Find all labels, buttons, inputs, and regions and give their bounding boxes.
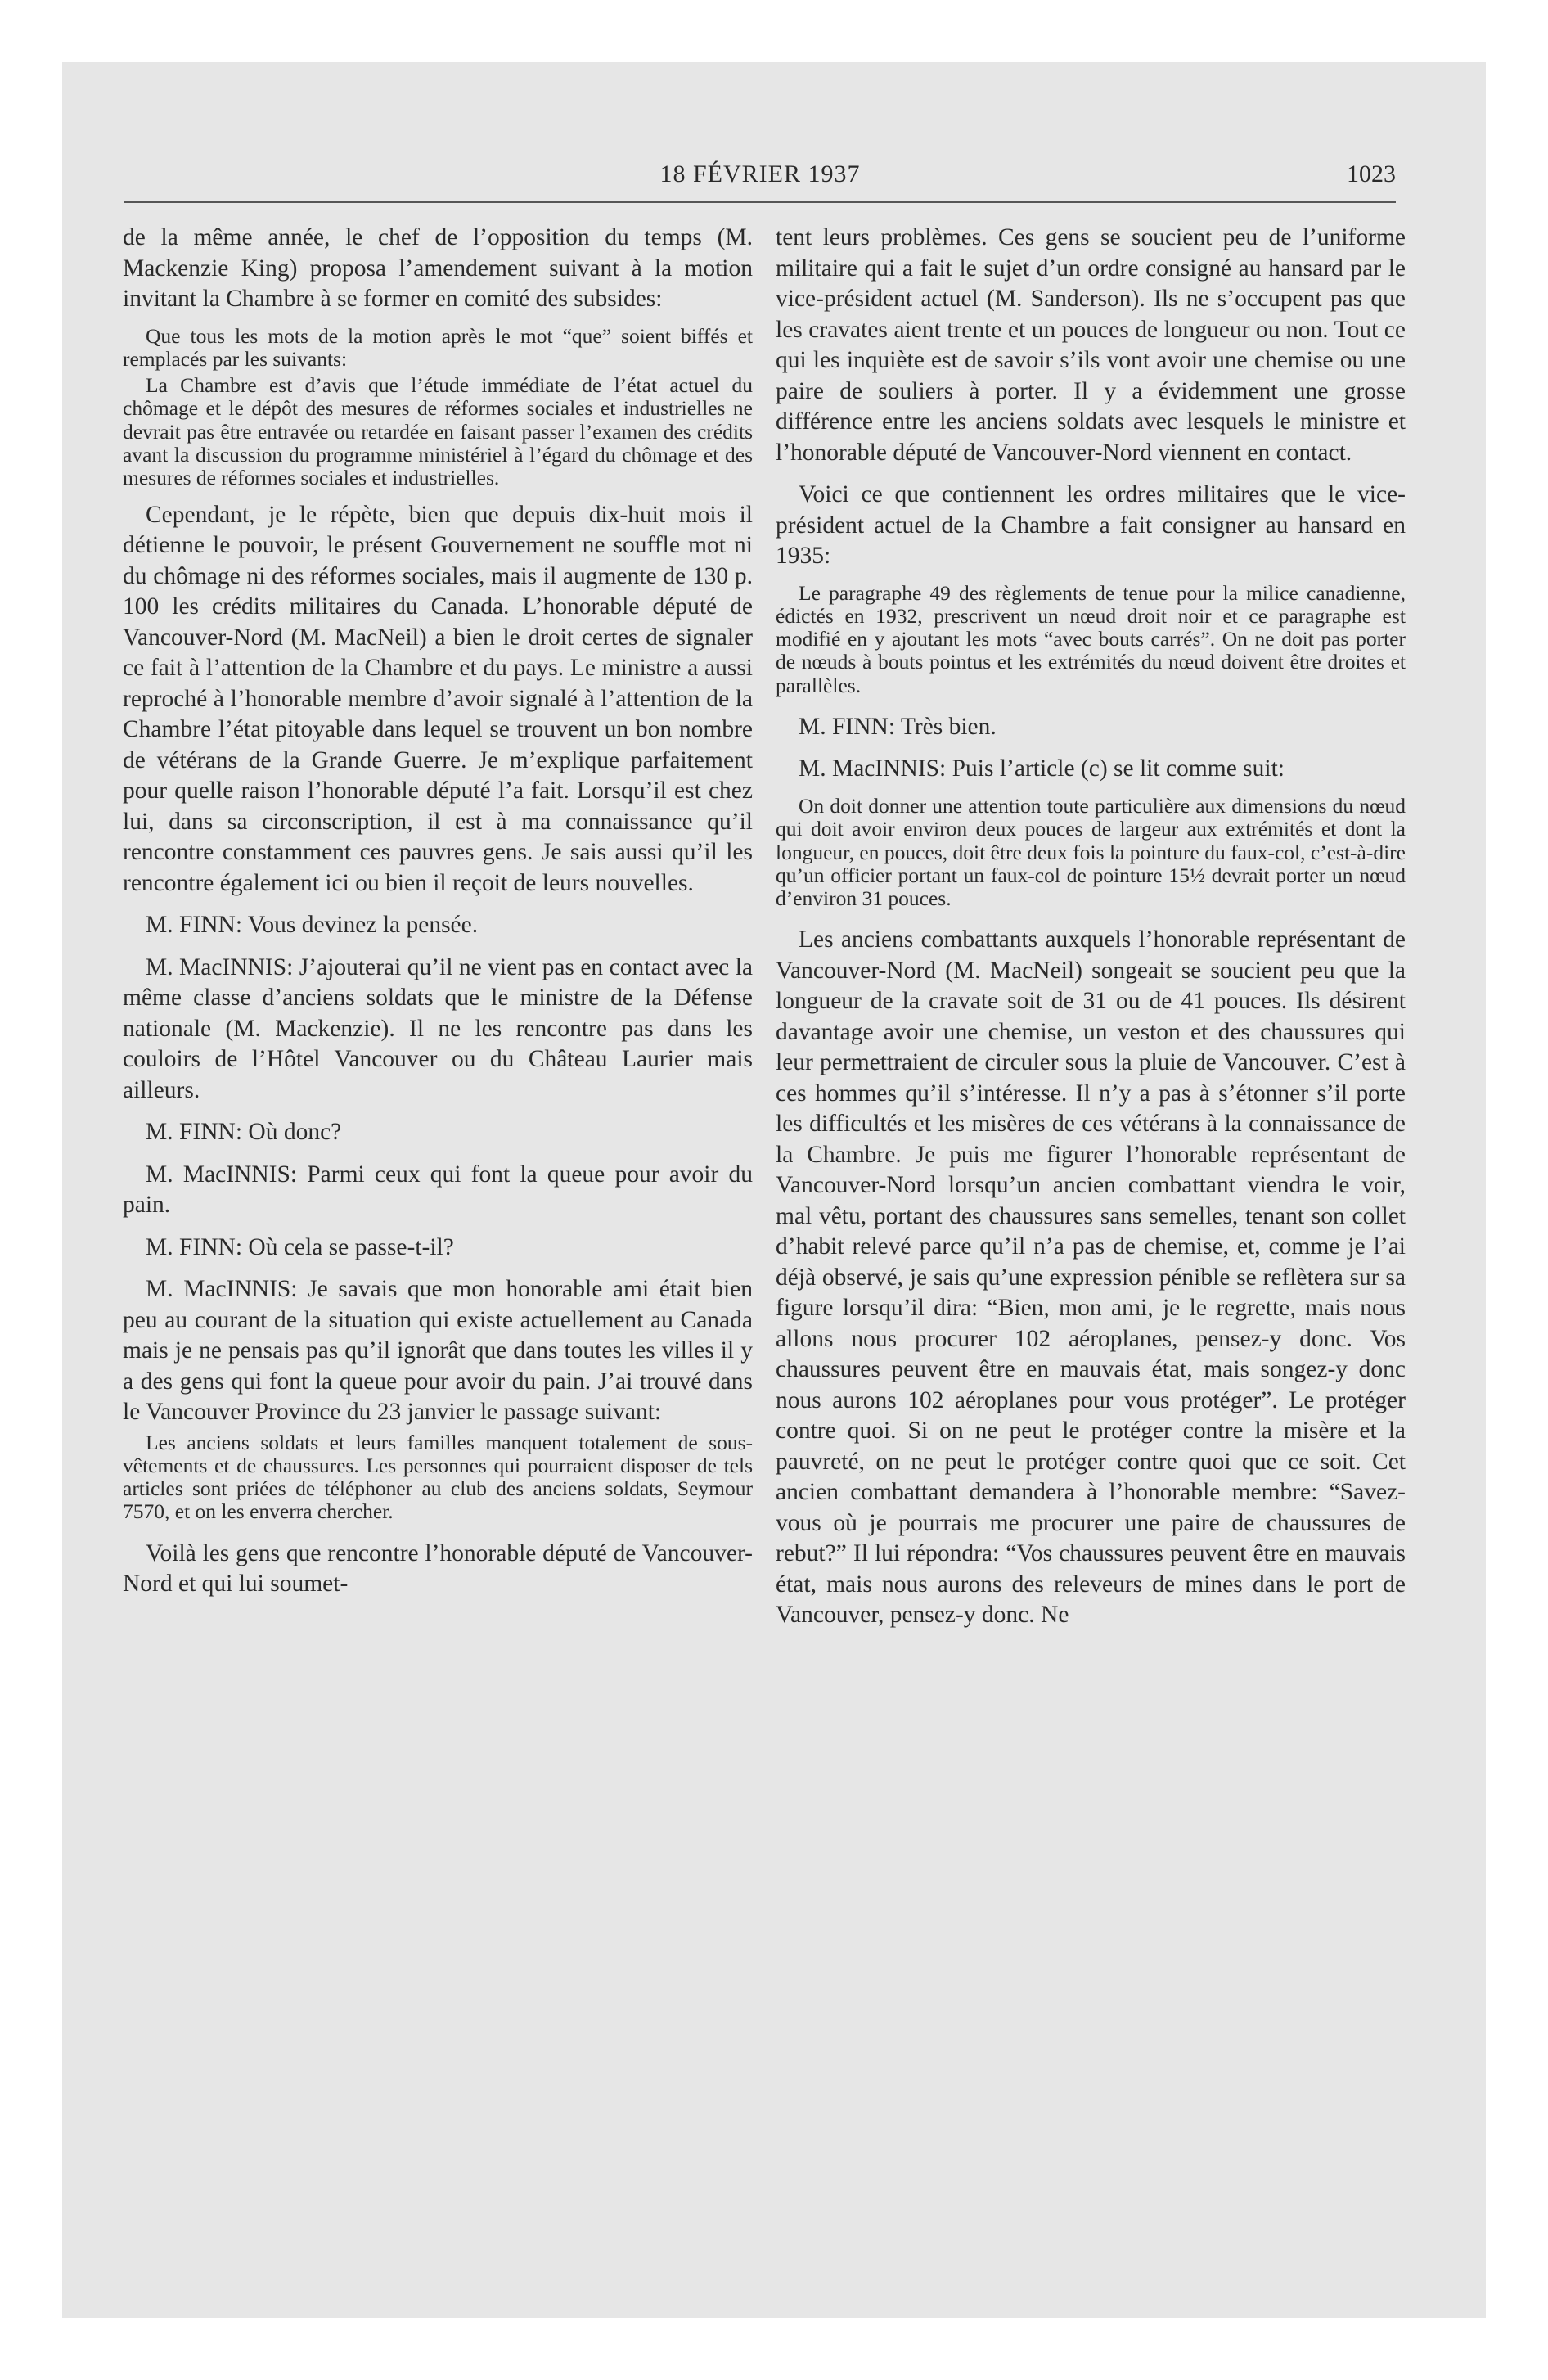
quotation: Le paragraphe 49 des règlements de tenue pour la milice canadienne, édictés en 1932, prescrivent un nœud droit noir et ce paragraphe est modifié en y ajoutant les mots “avec bouts carrés”. On ne doit pas porter de nœuds à bouts pointus et les extrémités du nœud doivent être droites et parallèles. — [776, 580, 1406, 697]
paragraph: Voilà les gens que rencontre l’honorable député de Vancouver-Nord et qui lui soumet- — [123, 1539, 753, 1598]
dialogue-line: M. FINN: Où donc? — [146, 1119, 342, 1146]
dialogue-line: M. FINN: Où cela se passe-t-il? — [146, 1233, 454, 1260]
page-number: 1023 — [1347, 160, 1396, 187]
dialogue-line: M. FINN: Vous devinez la pensée. — [146, 912, 479, 939]
paragraph: Cependant, je le répète, bien que depuis dix-huit mois il détienne le pouvoir, le présent Gouvernement ne souffle mot ni du chômage ni des réformes sociales, mais il augmente de 130 p. 100 les crédits militaires du Canada. L’honorable député de Vancouver-Nord (M. MacNeil) a bien le droit certes de signaler ce fait à l’attention de la Chambre et du pays. Le ministre a aussi reproché à l’honorable membre d’avoir signalé à l’attention de la Chambre l’état pitoyable dans lequel se trouvent un bon nombre de vétérans de la Grande Guerre. Je m’explique parfaitement pour quelle raison l’honorable député l’a fait. Lorsqu’il est chez lui, dans sa circonscription, il est à ma connaissance qu’il rencontre constamment ces pauvres gens. Je sais aussi qu’il les rencontre également ici ou bien il reçoit de leurs nouvelles. — [123, 501, 753, 896]
quotation: La Chambre est d’avis que l’étude immédiate de l’état actuel du chômage et le dépôt des mesures de réformes sociales et industrielles ne devrait pas être entravée ou retardée en faisant passer l’examen des crédits avant la discussion du programme ministériel à l’égard du chômage et des mesures de réformes sociales et industrielles. — [123, 373, 753, 490]
left-column — [123, 223, 753, 1600]
quotation: Les anciens soldats et leurs familles manquent totalement de sous-vêtements et de chaussures. Les personnes qui pourraient disposer de tels articles sont priées de téléphoner au club des anciens soldats, Seymour 7570, et on les enverra chercher. — [123, 1430, 753, 1524]
right-column — [776, 223, 1406, 1631]
page-date: 18 FÉVRIER 1937 — [659, 160, 861, 187]
header-rule — [124, 201, 1396, 203]
page-header — [124, 149, 1396, 198]
quotation: On doit donner une attention toute particulière aux dimensions du nœud qui doit avoir environ deux pouces de largeur aux extrémités et dont la longueur, en pouces, doit être deux fois la pointure du faux-col, c’est-à-dire qu’un officier portant un faux-col de pointure 15½ devrait porter un nœud d’environ 31 pouces. — [776, 793, 1406, 911]
paragraph: de la même année, le chef de l’opposition du temps (M. Mackenzie King) proposa l’amendement suivant à la motion invitant la Chambre à se former en comité des subsides: — [123, 224, 753, 312]
paragraph: M. MacINNIS: Je savais que mon honorable ami était bien peu au courant de la situation qui existe actuellement au Canada mais je ne pensais pas qu’il ignorât que dans toutes les villes il y a des gens qui font la queue pour avoir du pain. J’ai trouvé dans le Vancouver Province du 23 janvier le passage suivant: — [123, 1276, 753, 1426]
paragraph: M. MacINNIS: Puis l’article (c) se lit comme suit: — [799, 755, 1285, 782]
quotation: Que tous les mots de la motion après le mot “que” soient biffés et remplacés par les suivants: — [123, 323, 753, 371]
paragraph: Les anciens combattants auxquels l’honorable représentant de Vancouver-Nord (M. MacNeil) songeait se soucient peu que la longueur de la cravate soit de 31 ou de 41 pouces. Ils désirent davantage avoir une chemise, un veston et des chaussures qui leur permettraient de circuler sous la pluie de Vancouver. C’est à ces hommes qu’il s’intéresse. Il n’y a pas à s’étonner s’il porte les difficultés et les misères de ces vétérans à la connaissance de la Chambre. Je puis me figurer l’honorable représentant de Vancouver-Nord lorsqu’un ancien combattant viendra le voir, mal vêtu, portant des chaussures sans semelles, tenant son collet d’habit relevé parce qu’il n’a pas de chemise, et, comme je l’ai déjà observé, je sais qu’une expression pénible se reflètera sur sa figure lorsqu’il dira: “Bien, mon ami, je le regrette, mais nous allons nous procurer 102 aéroplanes, pensez-y donc. Vos chaussures peuvent être en mauvais état, mais songez-y donc nous aurons 102 aéroplanes pour vous protéger”. Le protéger contre quoi. Si on ne peut le protéger contre la misère et la pauvreté, on ne peut le protéger contre quoi que ce soit. Cet ancien combattant demandera à l’honorable membre: “Savez-vous où je pourrais me procurer une paire de chaussures de rebut?” Il lui répondra: “Vos chaussures peuvent être en mauvais état, mais nous aurons des releveurs de mines dans le port de Vancouver, pensez-y donc. Ne — [776, 926, 1406, 1629]
paragraph: Voici ce que contiennent les ordres militaires que le vice-président actuel de la Chambre a fait consigner au hansard en 1935: — [776, 481, 1406, 569]
paragraph: tent leurs problèmes. Ces gens se soucient peu de l’uniforme militaire qui a fait le sujet d’un ordre consigné au hansard par le vice-président actuel (M. Sanderson). Ils ne s’occupent pas que les cravates aient trente et un pouces de longueur ou non. Tout ce qui les inquiète est de savoir s’ils vont avoir une chemise ou une paire de souliers à porter. Il y a évidemment une grosse différence entre les anciens soldats avec lesquels le ministre et l’honorable député de Vancouver-Nord viennent en contact. — [776, 224, 1406, 466]
paragraph: M. MacINNIS: J’ajouterai qu’il ne vient pas en contact avec la même classe d’anciens soldats que le ministre de la Défense nationale (M. Mackenzie). Il ne les rencontre pas dans les couloirs de l’Hôtel Vancouver ou du Château Laurier mais ailleurs. — [123, 953, 753, 1103]
paragraph: M. MacINNIS: Parmi ceux qui font la queue pour avoir du pain. — [123, 1161, 753, 1219]
dialogue-line: M. FINN: Très bien. — [799, 713, 997, 740]
